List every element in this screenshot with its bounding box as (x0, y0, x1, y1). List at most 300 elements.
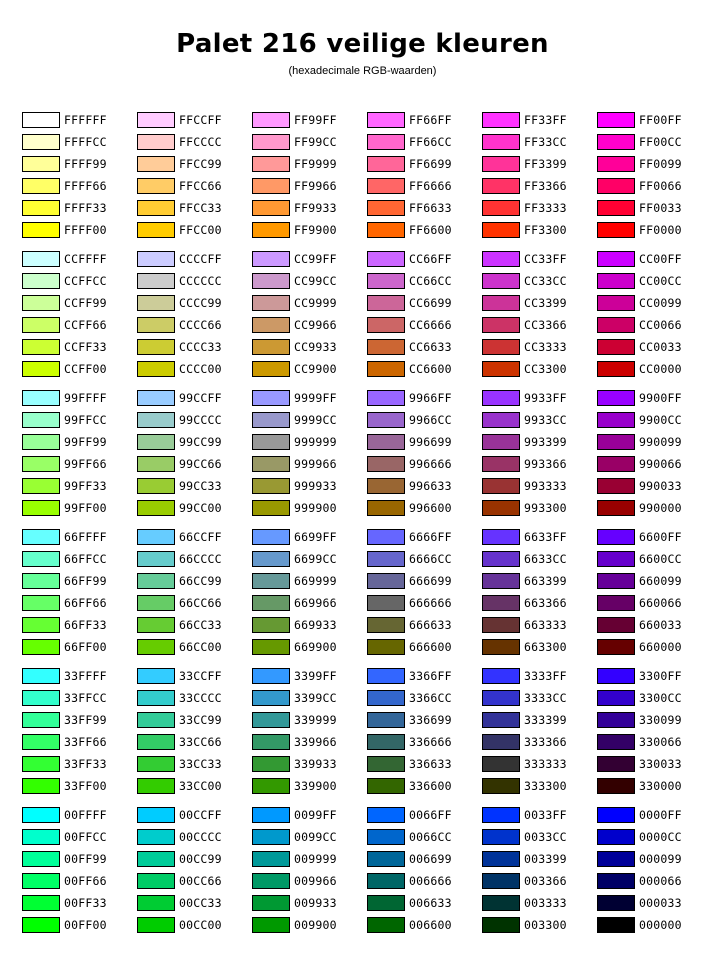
color-swatch (137, 756, 175, 772)
color-cell (137, 154, 252, 176)
color-cell (252, 293, 367, 315)
hex-code-label: 99CC00 (179, 501, 222, 515)
color-swatch (597, 434, 635, 450)
color-block (22, 666, 712, 798)
color-row (22, 293, 712, 315)
color-cell (482, 154, 597, 176)
color-cell (137, 271, 252, 293)
color-cell (367, 571, 482, 593)
hex-code-label: CCFF66 (64, 318, 107, 332)
color-swatch (22, 639, 60, 655)
color-cell (252, 498, 367, 520)
color-swatch (252, 500, 290, 516)
color-cell (252, 754, 367, 776)
hex-code-label: 3300CC (639, 691, 682, 705)
color-swatch (22, 778, 60, 794)
hex-code-label: FF3399 (524, 157, 567, 171)
color-swatch (367, 339, 405, 355)
hex-code-label: FFFFFF (64, 113, 107, 127)
color-swatch (482, 251, 520, 267)
hex-code-label: 666633 (409, 618, 452, 632)
color-cell (22, 776, 137, 798)
hex-code-label: 660033 (639, 618, 682, 632)
color-swatch (252, 756, 290, 772)
color-swatch (367, 639, 405, 655)
hex-code-label: CC99FF (294, 252, 337, 266)
color-cell (137, 666, 252, 688)
hex-code-label: 339900 (294, 779, 337, 793)
color-swatch (22, 178, 60, 194)
color-swatch (482, 112, 520, 128)
hex-code-label: CCCC33 (179, 340, 222, 354)
hex-code-label: CC33FF (524, 252, 567, 266)
color-cell (22, 732, 137, 754)
color-swatch (22, 500, 60, 516)
hex-code-label: 3399FF (294, 669, 337, 683)
color-cell (367, 388, 482, 410)
color-cell (597, 849, 712, 871)
color-cell (482, 337, 597, 359)
hex-code-label: 336600 (409, 779, 452, 793)
hex-code-label: CC6600 (409, 362, 452, 376)
color-row (22, 154, 712, 176)
color-swatch (22, 917, 60, 933)
hex-code-label: 99CCFF (179, 391, 222, 405)
color-cell (482, 549, 597, 571)
color-row (22, 754, 712, 776)
color-cell (252, 454, 367, 476)
hex-code-label: FF66CC (409, 135, 452, 149)
color-swatch (597, 317, 635, 333)
color-swatch (597, 595, 635, 611)
color-swatch (367, 500, 405, 516)
color-cell (597, 615, 712, 637)
hex-code-label: 66FFFF (64, 530, 107, 544)
hex-code-label: 9933CC (524, 413, 567, 427)
hex-code-label: 660099 (639, 574, 682, 588)
color-cell (482, 615, 597, 637)
color-row (22, 805, 712, 827)
color-cell (482, 710, 597, 732)
color-swatch (252, 361, 290, 377)
hex-code-label: FF0066 (639, 179, 682, 193)
color-row (22, 527, 712, 549)
hex-code-label: CCCC00 (179, 362, 222, 376)
hex-code-label: 3399CC (294, 691, 337, 705)
color-swatch (367, 361, 405, 377)
color-cell (137, 915, 252, 937)
color-swatch (597, 339, 635, 355)
color-swatch (137, 551, 175, 567)
color-swatch (597, 617, 635, 633)
color-swatch (22, 529, 60, 545)
color-swatch (482, 273, 520, 289)
hex-code-label: FFCC66 (179, 179, 222, 193)
color-cell (137, 315, 252, 337)
color-row (22, 571, 712, 593)
color-swatch (482, 917, 520, 933)
color-swatch (597, 529, 635, 545)
hex-code-label: FFCCCC (179, 135, 222, 149)
hex-code-label: 990000 (639, 501, 682, 515)
hex-code-label: 99FF99 (64, 435, 107, 449)
color-swatch (252, 617, 290, 633)
color-cell (22, 249, 137, 271)
hex-code-label: FF3333 (524, 201, 567, 215)
color-cell (367, 915, 482, 937)
color-cell (597, 176, 712, 198)
color-swatch (482, 551, 520, 567)
hex-code-label: 336699 (409, 713, 452, 727)
hex-code-label: FFCC33 (179, 201, 222, 215)
color-swatch (367, 295, 405, 311)
color-swatch (482, 456, 520, 472)
color-swatch (597, 112, 635, 128)
color-swatch (367, 595, 405, 611)
color-swatch (137, 573, 175, 589)
color-row (22, 849, 712, 871)
color-cell (137, 615, 252, 637)
color-row (22, 476, 712, 498)
hex-code-label: 663300 (524, 640, 567, 654)
color-swatch (367, 317, 405, 333)
hex-code-label: 33FF99 (64, 713, 107, 727)
color-swatch (482, 690, 520, 706)
color-cell (137, 132, 252, 154)
color-swatch (482, 668, 520, 684)
hex-code-label: 339999 (294, 713, 337, 727)
color-cell (252, 220, 367, 242)
hex-code-label: 33FF66 (64, 735, 107, 749)
color-swatch (137, 895, 175, 911)
color-swatch (597, 156, 635, 172)
color-swatch (367, 222, 405, 238)
color-row (22, 710, 712, 732)
hex-code-label: FFFF66 (64, 179, 107, 193)
color-cell (252, 827, 367, 849)
hex-code-label: 00FF99 (64, 852, 107, 866)
color-cell (597, 871, 712, 893)
color-swatch (597, 412, 635, 428)
hex-code-label: 999966 (294, 457, 337, 471)
hex-code-label: FFCC00 (179, 223, 222, 237)
color-cell (482, 176, 597, 198)
color-swatch (482, 712, 520, 728)
color-swatch (137, 639, 175, 655)
hex-code-label: 666666 (409, 596, 452, 610)
hex-code-label: 33CC99 (179, 713, 222, 727)
color-swatch (22, 595, 60, 611)
color-swatch (597, 573, 635, 589)
color-swatch (252, 917, 290, 933)
color-cell (137, 410, 252, 432)
color-swatch (22, 873, 60, 889)
color-cell (367, 871, 482, 893)
hex-code-label: CC0099 (639, 296, 682, 310)
hex-code-label: CC6699 (409, 296, 452, 310)
color-swatch (137, 712, 175, 728)
color-row (22, 915, 712, 937)
color-swatch (22, 573, 60, 589)
color-cell (137, 776, 252, 798)
color-swatch (367, 529, 405, 545)
color-cell (597, 915, 712, 937)
color-swatch (597, 390, 635, 406)
hex-code-label: CC9966 (294, 318, 337, 332)
color-cell (22, 198, 137, 220)
color-cell (597, 732, 712, 754)
color-cell (252, 315, 367, 337)
color-swatch (137, 156, 175, 172)
color-cell (252, 915, 367, 937)
hex-code-label: 66CC33 (179, 618, 222, 632)
color-cell (367, 337, 482, 359)
hex-code-label: 000000 (639, 918, 682, 932)
hex-code-label: 0099FF (294, 808, 337, 822)
color-cell (597, 454, 712, 476)
color-swatch (367, 551, 405, 567)
color-row (22, 198, 712, 220)
color-cell (367, 176, 482, 198)
color-swatch (137, 734, 175, 750)
hex-code-label: 0066CC (409, 830, 452, 844)
color-cell (22, 805, 137, 827)
color-swatch (22, 339, 60, 355)
hex-code-label: 3333CC (524, 691, 567, 705)
color-swatch (137, 295, 175, 311)
color-swatch (482, 529, 520, 545)
hex-code-label: 00CC33 (179, 896, 222, 910)
hex-code-label: CCCCFF (179, 252, 222, 266)
color-swatch (367, 134, 405, 150)
hex-code-label: FF99CC (294, 135, 337, 149)
color-swatch (137, 361, 175, 377)
color-swatch (367, 829, 405, 845)
color-swatch (367, 178, 405, 194)
hex-code-label: CC9933 (294, 340, 337, 354)
hex-code-label: 33FFCC (64, 691, 107, 705)
color-cell (137, 498, 252, 520)
hex-code-label: FF3300 (524, 223, 567, 237)
color-cell (367, 710, 482, 732)
hex-code-label: 33FF33 (64, 757, 107, 771)
color-cell (137, 249, 252, 271)
hex-code-label: FF0099 (639, 157, 682, 171)
color-cell (22, 154, 137, 176)
color-swatch (367, 390, 405, 406)
color-swatch (482, 639, 520, 655)
color-cell (482, 593, 597, 615)
color-cell (482, 637, 597, 659)
color-cell (22, 688, 137, 710)
color-cell (367, 359, 482, 381)
hex-code-label: CC3333 (524, 340, 567, 354)
hex-code-label: 996600 (409, 501, 452, 515)
color-cell (22, 915, 137, 937)
color-swatch (22, 295, 60, 311)
color-cell (482, 827, 597, 849)
hex-code-label: 0066FF (409, 808, 452, 822)
color-cell (482, 849, 597, 871)
color-cell (597, 710, 712, 732)
hex-code-label: 66CCCC (179, 552, 222, 566)
hex-code-label: 33CCCC (179, 691, 222, 705)
color-swatch (367, 668, 405, 684)
hex-code-label: 006600 (409, 918, 452, 932)
color-row (22, 249, 712, 271)
hex-code-label: 00CC66 (179, 874, 222, 888)
hex-code-label: 66FF00 (64, 640, 107, 654)
hex-code-label: 6600CC (639, 552, 682, 566)
hex-code-label: FF6699 (409, 157, 452, 171)
hex-code-label: FFFF33 (64, 201, 107, 215)
color-cell (22, 454, 137, 476)
hex-code-label: CC3366 (524, 318, 567, 332)
hex-code-label: 9999CC (294, 413, 337, 427)
color-cell (482, 454, 597, 476)
hex-code-label: 999900 (294, 501, 337, 515)
color-cell (22, 220, 137, 242)
color-swatch (482, 412, 520, 428)
hex-code-label: 00FF66 (64, 874, 107, 888)
color-cell (22, 549, 137, 571)
color-cell (482, 476, 597, 498)
color-cell (137, 849, 252, 871)
color-cell (22, 527, 137, 549)
color-cell (22, 754, 137, 776)
color-swatch (367, 112, 405, 128)
hex-code-label: 003399 (524, 852, 567, 866)
color-cell (367, 549, 482, 571)
color-row (22, 110, 712, 132)
color-swatch (22, 222, 60, 238)
color-swatch (252, 873, 290, 889)
hex-code-label: 6699CC (294, 552, 337, 566)
color-block (22, 388, 712, 520)
color-cell (252, 271, 367, 293)
color-cell (367, 110, 482, 132)
color-cell (22, 893, 137, 915)
color-swatch (252, 573, 290, 589)
color-swatch (252, 434, 290, 450)
hex-code-label: 663399 (524, 574, 567, 588)
hex-code-label: 99FFCC (64, 413, 107, 427)
hex-code-label: 330033 (639, 757, 682, 771)
color-swatch (137, 917, 175, 933)
color-swatch (597, 851, 635, 867)
color-cell (482, 871, 597, 893)
color-cell (597, 666, 712, 688)
color-row (22, 593, 712, 615)
color-row (22, 337, 712, 359)
hex-code-label: 996666 (409, 457, 452, 471)
color-cell (22, 359, 137, 381)
hex-code-label: 336666 (409, 735, 452, 749)
hex-code-label: 66CC00 (179, 640, 222, 654)
color-swatch (597, 134, 635, 150)
hex-code-label: FFCCFF (179, 113, 222, 127)
color-cell (367, 666, 482, 688)
color-swatch (22, 895, 60, 911)
color-swatch (22, 756, 60, 772)
hex-code-label: 009900 (294, 918, 337, 932)
hex-code-label: 9900CC (639, 413, 682, 427)
color-swatch (137, 851, 175, 867)
color-row (22, 498, 712, 520)
color-swatch (252, 295, 290, 311)
color-cell (137, 110, 252, 132)
color-row (22, 176, 712, 198)
color-cell (482, 498, 597, 520)
hex-code-label: 006633 (409, 896, 452, 910)
hex-code-label: CC6666 (409, 318, 452, 332)
color-block (22, 527, 712, 659)
color-swatch (22, 456, 60, 472)
color-swatch (482, 573, 520, 589)
color-cell (597, 220, 712, 242)
color-swatch (367, 573, 405, 589)
hex-code-label: 33CC00 (179, 779, 222, 793)
hex-code-label: 00FF33 (64, 896, 107, 910)
color-swatch (597, 756, 635, 772)
color-cell (137, 893, 252, 915)
color-swatch (367, 200, 405, 216)
color-cell (597, 410, 712, 432)
color-swatch (252, 390, 290, 406)
color-cell (252, 666, 367, 688)
color-cell (482, 915, 597, 937)
color-cell (137, 198, 252, 220)
color-cell (252, 893, 367, 915)
color-cell (137, 571, 252, 593)
color-swatch (367, 807, 405, 823)
color-cell (597, 754, 712, 776)
color-cell (252, 871, 367, 893)
color-swatch (597, 873, 635, 889)
color-cell (367, 754, 482, 776)
hex-code-label: 990033 (639, 479, 682, 493)
color-swatch (367, 895, 405, 911)
color-swatch (22, 251, 60, 267)
color-swatch (597, 668, 635, 684)
color-swatch (137, 873, 175, 889)
hex-code-label: FF00CC (639, 135, 682, 149)
hex-code-label: 9933FF (524, 391, 567, 405)
color-swatch (137, 434, 175, 450)
hex-code-label: 999933 (294, 479, 337, 493)
hex-code-label: CC3300 (524, 362, 567, 376)
color-block (22, 249, 712, 381)
hex-code-label: 000099 (639, 852, 682, 866)
color-cell (367, 849, 482, 871)
hex-code-label: CC00FF (639, 252, 682, 266)
color-cell (137, 527, 252, 549)
color-swatch (252, 668, 290, 684)
color-swatch (22, 829, 60, 845)
color-swatch (252, 529, 290, 545)
hex-code-label: 00CCFF (179, 808, 222, 822)
color-swatch (252, 156, 290, 172)
color-swatch (597, 251, 635, 267)
color-swatch (252, 895, 290, 911)
color-swatch (252, 551, 290, 567)
color-swatch (22, 807, 60, 823)
color-cell (367, 315, 482, 337)
color-swatch (367, 851, 405, 867)
color-swatch (482, 361, 520, 377)
color-cell (597, 315, 712, 337)
hex-code-label: 9900FF (639, 391, 682, 405)
